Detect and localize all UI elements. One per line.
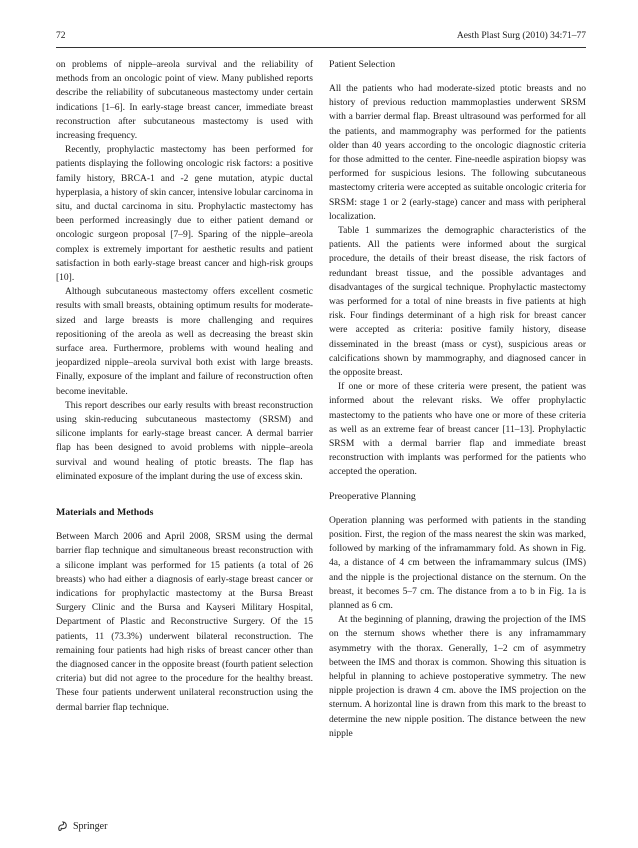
paragraph: If one or more of these criteria were present, the patient was informed about the relevant risks. We offer prophylactic mastectomy to the patients who have one or more of these criteria as well as an extreme fear of breast cancer [11–13]. Prophylactic SRSM with a dermal barrier flap and immediate breast reconstruction with implants was performed for the patients who accepted the operation. [329,382,586,478]
section-heading-materials-methods: Materials and Methods [56,507,154,519]
paragraph: Operation planning was performed with patients in the standing position. First, the region of the mass nearest the skin was marked, followed by marking of the inframammary fold. As shown in Fig. 4a, a distance of 4 cm between the inframammary sulcus (IMS) and the nipple is the projectional distance on the sternum. On the breast, it becomes 5–7 cm. The distance from a to b in Fig. 1a is planned as 6 cm. [329,515,586,611]
paragraph: Recently, prophylactic mastectomy has been performed for patients displaying the following oncologic risk factors: a positive family history, BRCA-1 and -2 gene mutation, atypic ductal hyperplasia, a history of skin cancer, intensive lobular carcinoma in situ, and ductal carcinoma in situ. Prophylactic mastectomy has been performed increasingly due to either patient demand or oncologic surgeon proposal [7–9]. Sparing of the nipple–areola complex is extremely important for aesthetic results and patient satisfaction in both early-stage breast cancer and high-risk groups [10]. [56,145,313,284]
subsection-heading-preoperative-planning: Preoperative Planning [329,490,416,502]
paragraph: on problems of nipple–areola survival and the reliability of methods from an oncologic point of view. Many published reports describe the reliability of subcutaneous mastectomy under certain indications [1–6]. In early-stage breast cancer, immediate breast reconstruction after subcutaneous mastectomy is used with increasing frequency. [56,60,313,142]
subsection-heading-patient-selection: Patient Selection [329,59,396,70]
running-header [56,31,586,47]
journal-reference: Aesth Plast Surg (2010) 34:71–77 [456,31,586,41]
paragraph: Table 1 summarizes the demographic characteristics of the patients. All the patients were informed about the surgical procedure, the details of their breast disease, the risk factors of redundant breast tissue, and the possible advantages and disadvantages of the surgical technique. Prophylactic mastectomy was performed for a total of nine breasts in five patients at high risk. Four findings determinant of a high risk for breast cancer were accepted as criteria: positive family history, disease disseminated in the breast (mass or cyst), suspicious areas or calcifications shown by mammography, and diagnosed cancer in the opposite breast. [329,226,586,379]
paragraph: All the patients who had moderate-sized ptotic breasts and no history of previous reduction mammoplasties underwent SRSM with a barrier dermal flap. Breast ultrasound was performed for all the patients, and mammography was performed for the patients older than 40 years according to the oncologic diagnostic criteria for those admitted to the center. Fine-needle aspiration biopsy was performed for suspicious lesions. The following subcutaneous mastectomy criteria were accepted as suitable oncologic criteria for SRSM: stage 1 or 2 (early-stage) cancer and mass with peripheral localization. [329,84,586,222]
spacer [56,520,313,530]
paragraph: At the beginning of planning, drawing the projection of the IMS on the sternum shows whether there is any inframammary asymmetry with the thorax. Generally, 1–2 cm of asymmetry between the IMS and thorax is common. Showing this situation is helpful in planning to achieve postoperative symmetry. The new nipple projection is drawn 4 cm. above the IMS projection on the sternum. A horizontal line is drawn from this mark to the breast to determine the new nipple position. The distance between the new nipple [329,615,586,739]
springer-logo-icon [56,819,70,833]
spacer [329,72,586,82]
page-footer [56,818,107,834]
paragraph: This report describes our early results with breast reconstruction using skin-reducing subcutaneous mastectomy (SRSM) and silicone implants for early-stage breast cancer. A dermal barrier flap has been designed to avoid problems with nipple–areola survival and wound healing of ptotic breasts. The flap has eliminated exposure of the implant during the use of excess skin. [56,400,313,482]
paragraph: Between March 2006 and April 2008, SRSM using the dermal barrier flap technique and simultaneous breast reconstruction with a silicone implant was performed for 15 patients (a total of 26 breasts) who had either a diagnosis of early-stage breast cancer or indications for prophylactic mastectomy at the Bursa Breast Surgery Clinic and the Bursa and Kayseri Military Hospital, Department of Plastic and Reconstructive Surgery. Of the 15 patients, 11 (73.3%) underwent bilateral reconstruction. The remaining four patients had high risks of breast cancer other than the diagnosed cancer in the opposite breast (fourth patient selection criteria) but did not agree to the procedure for the healthy breast. These four patients underwent unilateral reconstruction using the dermal barrier flap technique. [56,532,313,713]
spacer [329,504,586,514]
spacer [56,484,313,506]
spacer [329,480,586,490]
paragraph: Although subcutaneous mastectomy offers excellent cosmetic results with small breasts, obtaining optimum results for moderate-sized and large breasts is more challenging and requires repositioning of the areola as well as decreasing the breast skin surface area. Furthermore, problems with wound healing and jeopardized nipple–areola survival both exist with large breasts. Finally, exposure of the implant and failure of reconstruction often become inevitable. [56,287,313,397]
left-column [56,58,313,715]
header-rule [56,47,586,48]
page-number: 72 [56,31,66,41]
publisher-name: Springer [73,820,108,832]
right-column [329,58,586,741]
